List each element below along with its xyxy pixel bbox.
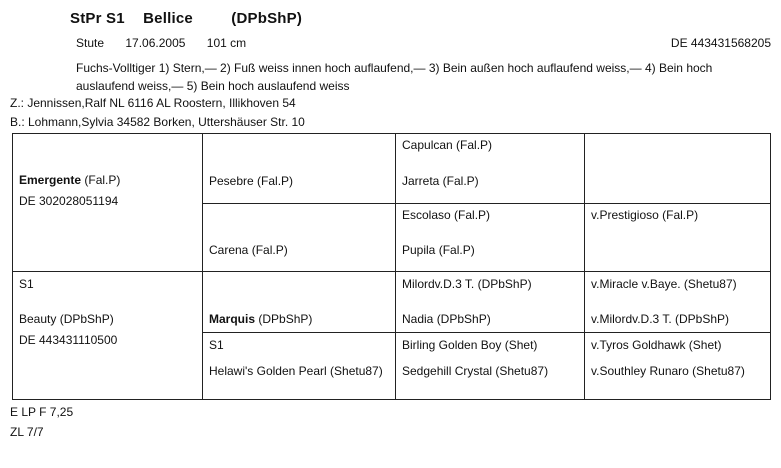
dam-dam-parents-cell xyxy=(396,333,585,400)
dam-sire-suffix: (DPbShP) xyxy=(255,312,313,326)
dam-dam-cell xyxy=(203,333,396,400)
sire-sire-parents-cell xyxy=(396,134,585,204)
dam-dam-name: Helawi's Golden Pearl (Shetu87) xyxy=(209,364,383,378)
ueln: DE 443431568205 xyxy=(670,36,771,50)
breeding-score-line: ZL 7/7 xyxy=(10,425,44,439)
dam-dam-prefix: S1 xyxy=(209,338,224,352)
sire-reg: DE 302028051194 xyxy=(19,194,119,208)
sire-cell xyxy=(13,134,203,272)
dam-reg: DE 443431110500 xyxy=(19,333,118,347)
dam-dam-note-cell xyxy=(585,333,771,400)
dam-sire-name: Marquis xyxy=(209,312,256,326)
sire-dam-note-cell xyxy=(585,204,771,272)
dam-dam-dam-note: v.Southley Runaro (Shetu87) xyxy=(591,364,745,378)
sire-sire-cell xyxy=(203,134,396,204)
markings-description: Fuchs-Volltiger 1) Stern,— 2) Fuß weiss innen hoch auflaufend,— 3) Bein außen hoch auflaufend weiss,— 4) Bein hoch auslaufend weiss,— 5) Bein hoch auslaufend weiss xyxy=(76,61,713,93)
sire-dam-parents-cell xyxy=(396,204,585,272)
dam-prefix: S1 xyxy=(19,277,34,291)
sire-dam-sire-note: v.Prestigioso (Fal.P) xyxy=(591,208,699,222)
sire-suffix: (Fal.P) xyxy=(81,173,121,187)
sire-dam-sire: Escolaso (Fal.P) xyxy=(402,208,491,222)
horse-title xyxy=(70,10,302,27)
dam-dam-sire: Birling Golden Boy (Shet) xyxy=(402,338,538,352)
sire-sire: Pesebre (Fal.P) xyxy=(209,174,294,188)
dam-sire-cell xyxy=(203,272,396,333)
breeder-line: Z.: Jennissen,Ralf NL 6116 AL Roostern, Illikhoven 54 xyxy=(10,96,296,110)
dam-sire-parents-cell xyxy=(396,272,585,333)
sire-dam-dam: Pupila (Fal.P) xyxy=(402,243,475,257)
dam-sire-dam: Nadia (DPbShP) xyxy=(402,312,491,326)
sire-sire-dam: Jarreta (Fal.P) xyxy=(402,174,479,188)
dam-sire-note-cell xyxy=(585,272,771,333)
sex: Stute xyxy=(76,36,105,50)
dam-dam-sire-note: v.Tyros Goldhawk (Shet) xyxy=(591,338,722,352)
dam-sire-dam-note: v.Milordv.D.3 T. (DPbShP) xyxy=(591,312,730,326)
studbook-code: (DPbShP) xyxy=(231,10,303,27)
dam-sire-sire: Milordv.D.3 T. (DPbShP) xyxy=(402,277,532,291)
horse-info xyxy=(76,36,264,50)
sire-dam: Carena (Fal.P) xyxy=(209,243,288,257)
sire-sire-sire: Capulcan (Fal.P) xyxy=(402,138,493,152)
dam-name: Beauty (DPbShP) xyxy=(19,312,114,326)
pedigree-table xyxy=(12,133,771,400)
sire-name: Emergente xyxy=(19,173,82,187)
horse-name: Bellice xyxy=(143,10,193,27)
birth-date: 17.06.2005 xyxy=(125,36,186,50)
empty-note-cell xyxy=(585,134,771,204)
breed-prefix: StPr S1 xyxy=(70,10,125,27)
sire-dam-cell xyxy=(203,204,396,272)
height: 101 cm xyxy=(206,36,247,50)
dam-cell xyxy=(13,272,203,400)
dam-sire-sire-note: v.Miracle v.Baye. (Shetu87) xyxy=(591,277,737,291)
owner-line: B.: Lohmann,Sylvia 34582 Borken, Uttershäuser Str. 10 xyxy=(10,115,305,129)
performance-line: E LP F 7,25 xyxy=(10,405,74,419)
dam-dam-dam: Sedgehill Crystal (Shetu87) xyxy=(402,364,549,378)
